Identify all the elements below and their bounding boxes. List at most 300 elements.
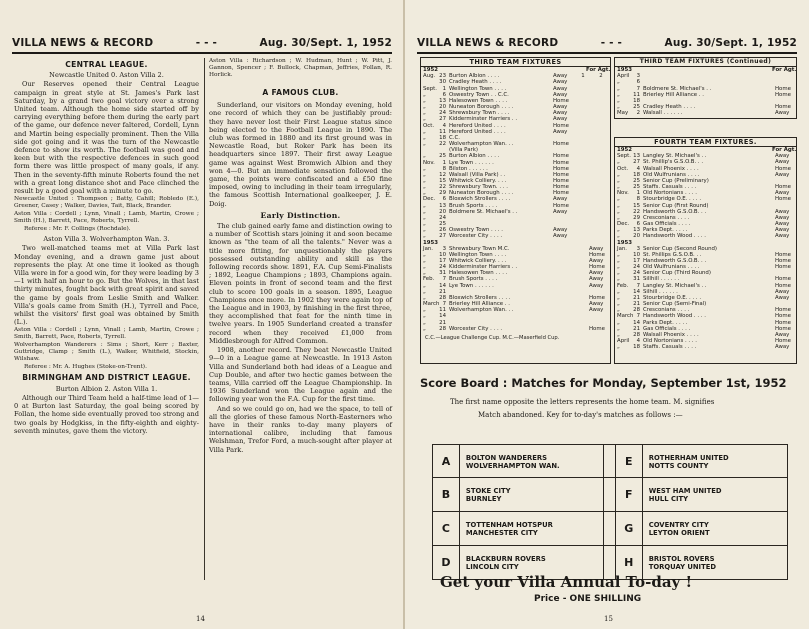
fixture-venue: Away bbox=[775, 171, 790, 178]
scoreboard-grid bbox=[432, 444, 788, 580]
fixture-month: Dec. bbox=[617, 221, 630, 228]
fixture-day: 29 bbox=[439, 190, 446, 197]
fixture-month: April bbox=[617, 338, 630, 344]
fixture-opponent: Brush Sports . . . . bbox=[449, 202, 498, 209]
fixture-day: 17 bbox=[439, 258, 446, 264]
fixture-opponent: Nuneaton Borough . . . . bbox=[449, 104, 514, 111]
fixture-opponent: Shrewsbury Town M.C. bbox=[449, 245, 510, 252]
fixture-day: 20 bbox=[633, 233, 640, 240]
fixture-month: „ bbox=[423, 177, 426, 184]
fixture-day: 27 bbox=[633, 159, 640, 166]
villa-lineup: Aston Villa : Cordell ; Lynn, Vinall ; Lamb, Martin, Crowe ; Smith, Barrett, Pace, Roberts, Tyrrell. bbox=[14, 327, 199, 341]
fixture-opponent: Old Wulfrunians . . . . bbox=[643, 171, 700, 178]
left-page bbox=[0, 0, 404, 629]
fixture-opponent: Halesowen Town . . . . bbox=[449, 97, 508, 104]
fixture-venue: Away bbox=[589, 245, 604, 252]
fixture-day: 26 bbox=[439, 227, 446, 234]
home-team: COVENTRY CITY bbox=[648, 521, 709, 529]
fixture-day: 8 bbox=[636, 196, 640, 203]
fixture-venue: Home bbox=[553, 141, 569, 148]
fixture-day: 10 bbox=[633, 251, 640, 258]
fixture-opponent: Handsworth Wood . . . . bbox=[643, 313, 706, 320]
third-team-fixtures-continued bbox=[614, 57, 797, 119]
fixture-venue: Away bbox=[553, 79, 568, 86]
fixture-opponent: C.C. bbox=[449, 134, 460, 141]
fixture-opponent: Stourbridge O.E. . . . . bbox=[643, 196, 702, 203]
fixture-opponent: Oswestry Town . . . . bbox=[449, 227, 504, 234]
fixture-venue: Away bbox=[775, 344, 790, 351]
fixture-opponent: Bilston . . . . . . bbox=[449, 165, 488, 172]
fixture-month: „ bbox=[423, 171, 426, 178]
fixture-month: Sept. bbox=[617, 153, 631, 160]
fixture-venue: Home bbox=[775, 165, 791, 172]
fixture-month: „ bbox=[423, 208, 426, 215]
fixture-day: 24 bbox=[633, 264, 640, 271]
fixture-opponent: Gas Officials . . . . bbox=[643, 221, 691, 228]
fixtures-title: THIRD TEAM FIXTURES (Continued) bbox=[615, 58, 796, 67]
fixture-day: 1 bbox=[442, 85, 446, 92]
fixture-day: 29 bbox=[633, 214, 640, 221]
home-team: ROTHERHAM UNITED bbox=[648, 454, 729, 462]
burton-report: Although our Third Team held a half-time lead of 1—0 at Burton last Saturday, the goal being scored by Follan, the home side eventually proved too strong and two goals by Hodgkiss, in the fifty-eighth and eighty-seventh minutes, gave them the victory. bbox=[14, 393, 199, 435]
burton-result: Burton Albion 2. Aston Villa 1. bbox=[55, 384, 158, 393]
fixture-month: „ bbox=[423, 288, 426, 295]
year-label: 1953 bbox=[617, 239, 633, 246]
fixture-month: „ bbox=[617, 233, 620, 240]
fixtures-continued-rows bbox=[615, 73, 796, 116]
scoreboard-match bbox=[460, 512, 604, 545]
fixture-venue: Away bbox=[553, 73, 568, 80]
fixture-day: 7 bbox=[636, 282, 640, 289]
fixture-day: 7 bbox=[636, 313, 640, 320]
fixtures-1953 bbox=[615, 246, 796, 351]
fixture-venue: Away bbox=[553, 85, 568, 92]
newcastle-lineup: Newcastle United : Thompson ; Batty, Cahill; Robledo (E.), Greener, Casey ; Walker, Davies, Tait, Black, Brander. bbox=[14, 196, 199, 210]
fixture-venue: Home bbox=[553, 159, 569, 166]
fixture-opponent: Staffs. Casuals . . . . bbox=[643, 344, 697, 351]
fixture-day: 11 bbox=[633, 91, 640, 98]
fixture-month: „ bbox=[423, 184, 426, 191]
fixture-venue: Home bbox=[589, 325, 605, 332]
scoreboard-match bbox=[643, 445, 787, 477]
fixture-opponent: Shrewsbury Town. . . . bbox=[449, 184, 508, 191]
fixture-opponent: Walsall (Villa Park) . . bbox=[449, 171, 506, 178]
fixture-venue: Away bbox=[775, 233, 790, 240]
fixture-venue: Away bbox=[553, 91, 568, 98]
scoreboard-title: Score Board : Matches for Monday, September 1st, 1952 bbox=[420, 376, 787, 390]
away-team: LEYTON ORIENT bbox=[648, 529, 710, 537]
fixture-venue: Home bbox=[775, 104, 791, 111]
fixture-opponent: Boldmere St. Michael's . . bbox=[449, 208, 518, 215]
early-distinction-text: 1908, another record. They beat Newcastle United 9—0 in a League game at Newcastle. In 1913 Aston Villa and Sunderland both had ideas of a League and Cup Double, and after two hectic games between the teams, Villa carried off the League Championship. In 1936 Sunderland won the League again and the following year won the F.A. Cup for the first time. bbox=[209, 346, 392, 404]
fixture-day: 11 bbox=[439, 307, 446, 314]
fixture-opponent: St. Phillip's G.S.O.B. . . bbox=[643, 159, 704, 166]
fixture-day: 14 bbox=[633, 288, 640, 295]
fixture-month: „ bbox=[423, 190, 426, 197]
fixture-venue: Away bbox=[775, 153, 790, 160]
fixture-venue: Home bbox=[553, 177, 569, 184]
fixture-row bbox=[421, 233, 610, 239]
score-box bbox=[604, 478, 616, 511]
fixture-venue: Home bbox=[775, 282, 791, 289]
fixture-month: „ bbox=[617, 214, 620, 221]
annual-advert: Get your Villa Annual To-day ! bbox=[440, 573, 693, 591]
fixture-day: 31 bbox=[439, 270, 446, 277]
fixture-venue: Away bbox=[553, 196, 568, 203]
fixture-month: Dec. bbox=[423, 196, 436, 203]
page-number: 15 bbox=[604, 615, 613, 623]
fixture-month: March bbox=[617, 313, 634, 320]
scoreboard-row bbox=[432, 444, 788, 478]
fixture-venue: Away bbox=[775, 208, 790, 215]
fixture-venue: Home bbox=[775, 85, 791, 92]
fixture-day: 25 bbox=[633, 177, 640, 184]
fixture-month: „ bbox=[617, 319, 620, 326]
referee: Referee : Mr. A. Hughes (Stoke-on-Trent). bbox=[24, 364, 147, 371]
fixture-venue: Home bbox=[553, 153, 569, 160]
fixture-month: „ bbox=[617, 184, 620, 191]
fixture-day: 28 bbox=[633, 331, 640, 338]
fixture-month: „ bbox=[423, 110, 426, 117]
fixture-day: 14 bbox=[439, 313, 446, 320]
fixture-score-for: 1 bbox=[581, 73, 585, 80]
fixture-opponent: Handsworth G.S.O.B. . . bbox=[643, 208, 707, 215]
fixture-opponent: Kidderminster Harriers . . bbox=[449, 264, 518, 271]
fixture-venue: Away bbox=[589, 276, 604, 283]
fixture-venue: Home bbox=[775, 325, 791, 332]
fixture-venue: Home bbox=[553, 97, 569, 104]
fixture-day: 20 bbox=[439, 208, 446, 215]
fixture-month: „ bbox=[423, 202, 426, 209]
villa-lineup: Aston Villa : Richardson ; W. Hudman, Hunt ; W. Pitt, J. Gannon, Spencer ; F. Bullock, Chapman, Jeffries, Follan, R. Horlick. bbox=[209, 58, 392, 78]
third-team-fixtures bbox=[420, 57, 611, 364]
fixture-opponent: Walsall Phoenix . . . . bbox=[643, 165, 699, 172]
fixture-opponent: Senior Cup (Third Round) bbox=[643, 270, 711, 277]
fixture-day: 27 bbox=[439, 116, 446, 123]
fixture-month: Feb. bbox=[617, 282, 629, 289]
fixture-month: „ bbox=[423, 91, 426, 98]
fixture-day: 24 bbox=[439, 264, 446, 271]
fixture-venue: Away bbox=[589, 258, 604, 264]
fixture-month: „ bbox=[423, 294, 426, 301]
fixture-day: 1 bbox=[442, 159, 446, 166]
fixture-opponent: (Villa Park) bbox=[449, 147, 478, 154]
scoreboard-letter: E bbox=[616, 445, 643, 477]
fixture-opponent: Silhill . . . . . . bbox=[643, 288, 678, 295]
fixture-opponent: Shrewsbury Town . . . . bbox=[449, 110, 510, 117]
fixture-month: „ bbox=[423, 319, 426, 326]
fixture-day: 6 bbox=[442, 196, 446, 203]
fixture-row bbox=[615, 233, 796, 239]
fixture-month: „ bbox=[617, 177, 620, 184]
fixture-row bbox=[615, 110, 796, 116]
fixtures-title: THIRD TEAM FIXTURES bbox=[421, 58, 610, 67]
early-distinction-heading: Early Distinction. bbox=[260, 210, 341, 220]
fixture-month: „ bbox=[423, 282, 426, 289]
fixture-month: „ bbox=[617, 202, 620, 209]
fixture-month: „ bbox=[423, 165, 426, 172]
fixture-venue: Away bbox=[553, 128, 568, 135]
fixture-opponent: Senior Cup (First Round) bbox=[643, 202, 709, 209]
for-against-label: For Agt. bbox=[772, 147, 797, 154]
home-team: BLACKBURN ROVERS bbox=[465, 555, 546, 563]
away-team: TORQUAY UNITED bbox=[648, 563, 717, 571]
fixture-opponent: Hereford United . . . . bbox=[449, 128, 506, 135]
fixture-day: 31 bbox=[633, 276, 640, 283]
fixture-venue: Home bbox=[775, 184, 791, 191]
fixture-day: 24 bbox=[633, 270, 640, 277]
fixture-day: 22 bbox=[633, 208, 640, 215]
fixture-opponent: Boldmere St. Michael's . . bbox=[643, 85, 712, 92]
fixture-venue: Away bbox=[775, 159, 790, 166]
fixture-day: 25 bbox=[633, 104, 640, 111]
fixture-score-for bbox=[574, 233, 592, 239]
home-team: BOLTON WANDERERS bbox=[465, 454, 547, 462]
fixture-day: 11 bbox=[439, 128, 446, 135]
fixture-venue: Home bbox=[553, 190, 569, 197]
fixture-score-against bbox=[592, 233, 610, 239]
page-number: 14 bbox=[196, 615, 205, 623]
fixture-venue: Away bbox=[553, 233, 568, 240]
fixture-month: „ bbox=[617, 257, 620, 264]
fixture-opponent: Langley St. Michael's . . bbox=[643, 153, 707, 160]
fixture-month: „ bbox=[423, 227, 426, 234]
fixture-venue: Home bbox=[775, 313, 791, 320]
fixture-venue: Home bbox=[775, 276, 791, 283]
fixture-venue: Away bbox=[775, 288, 790, 295]
fixture-month: „ bbox=[617, 159, 620, 166]
fixture-venue: Home bbox=[553, 202, 569, 209]
fixture-row bbox=[421, 326, 610, 332]
fixture-opponent: Wolverhampton Wan. . . bbox=[449, 141, 514, 148]
fixture-venue: Away bbox=[553, 116, 568, 123]
fixture-month: „ bbox=[423, 307, 426, 314]
fixture-month: „ bbox=[423, 325, 426, 332]
fixture-month: „ bbox=[617, 288, 620, 295]
fixture-venue: Home bbox=[775, 307, 791, 314]
away-team: BURNLEY bbox=[465, 495, 502, 503]
fixture-month: „ bbox=[423, 258, 426, 264]
fixture-month: Oct. bbox=[423, 122, 435, 129]
year-label: 1953 bbox=[617, 67, 633, 74]
fixture-opponent: Worcester City . . . . bbox=[449, 325, 503, 332]
fixture-day: 24 bbox=[439, 214, 446, 221]
fixture-day: 7 bbox=[636, 85, 640, 92]
fixture-venue: Home bbox=[775, 196, 791, 203]
home-team: WEST HAM UNITED bbox=[648, 487, 722, 495]
fixture-opponent: Wellington Town . . . . bbox=[449, 251, 507, 258]
fixture-opponent: Walsall . . . . . . bbox=[643, 110, 683, 117]
fixture-month: „ bbox=[617, 104, 620, 111]
fixture-opponent: Brierley Hill Alliance . . bbox=[449, 301, 510, 308]
fixture-opponent: Senior Cup (Semi-Final) bbox=[643, 301, 707, 308]
fixture-day: 3 bbox=[636, 73, 640, 80]
fixture-venue: Home bbox=[589, 294, 605, 301]
fixture-month: „ bbox=[423, 214, 426, 221]
fixture-day: 7 bbox=[442, 276, 446, 283]
scoreboard-letter: F bbox=[616, 478, 643, 511]
fixture-day: 30 bbox=[439, 79, 446, 86]
scoreboard-match bbox=[460, 478, 604, 511]
fixture-opponent: Wolverhampton Wan. . . bbox=[449, 307, 514, 314]
home-team: TOTTENHAM HOTSPUR bbox=[465, 521, 553, 529]
fixture-day: 28 bbox=[439, 325, 446, 332]
fixture-venue: Away bbox=[553, 110, 568, 117]
fixture-opponent: Handsworth G.S.O.B. . . bbox=[643, 257, 707, 264]
fixtures-1952 bbox=[615, 153, 796, 239]
fixture-opponent: Senior Cup (Preliminary) bbox=[643, 177, 709, 184]
fixture-opponent: Cresconians . . . . bbox=[643, 214, 690, 221]
away-team: MANCHESTER CITY bbox=[465, 529, 538, 537]
fixture-day: 15 bbox=[633, 202, 640, 209]
fixture-month: „ bbox=[617, 227, 620, 234]
fixture-opponent: Cradley Heath . . . . bbox=[643, 104, 696, 111]
page-header bbox=[12, 36, 392, 50]
fixture-month: „ bbox=[617, 294, 620, 301]
fixture-venue: Home bbox=[775, 319, 791, 326]
fixture-venue: Home bbox=[553, 184, 569, 191]
wolves-result: Aston Villa 3. Wolverhampton Wan. 3. bbox=[43, 235, 170, 244]
fixture-day: 8 bbox=[442, 165, 446, 172]
fixture-opponent: Old Nortonians . . . . bbox=[643, 190, 697, 197]
scoreboard-row bbox=[432, 478, 788, 512]
fixture-month: „ bbox=[617, 301, 620, 308]
fixture-month: „ bbox=[617, 276, 620, 283]
home-team: BRISTOL ROVERS bbox=[648, 555, 715, 563]
fixture-opponent: Lye Town . . . . . . bbox=[449, 159, 494, 166]
away-team: NOTTS COUNTY bbox=[648, 462, 709, 470]
fixture-day: 27 bbox=[439, 233, 446, 240]
fixture-venue: Home bbox=[775, 338, 791, 344]
fixture-venue: Home bbox=[775, 251, 791, 258]
fixture-month: Jan. bbox=[617, 245, 628, 252]
fixture-opponent: Walsall Phoenix . . . . bbox=[643, 331, 699, 338]
fixture-venue: Away bbox=[775, 227, 790, 234]
fixture-opponent: Senior Cup (Second Round) bbox=[643, 245, 718, 252]
fixture-opponent: Cresconians . . . . bbox=[643, 307, 690, 314]
fixture-day: 10 bbox=[439, 251, 446, 258]
fixture-day: 4 bbox=[636, 165, 640, 172]
fourth-team-fixtures bbox=[614, 137, 797, 364]
fixture-venue: Home bbox=[775, 257, 791, 264]
fixture-day: 14 bbox=[439, 282, 446, 289]
fixture-venue: Away bbox=[589, 307, 604, 314]
fixture-venue: Away bbox=[553, 208, 568, 215]
fixture-month: „ bbox=[423, 134, 426, 141]
fixture-venue: Away bbox=[553, 104, 568, 111]
fixture-day: 13 bbox=[439, 97, 446, 104]
fixture-month: „ bbox=[423, 153, 426, 160]
score-box bbox=[604, 512, 616, 545]
fixture-month: „ bbox=[423, 313, 426, 320]
fixture-month: „ bbox=[423, 128, 426, 135]
fixture-opponent: Old Nortonians . . . . bbox=[643, 338, 697, 344]
fixtures-footnote: C.C.—League Challenge Cup. M.C.—Maserfield Cup. bbox=[425, 334, 560, 341]
fixture-month: „ bbox=[617, 97, 620, 104]
fixture-opponent: Brierley Hill Alliance . . bbox=[643, 91, 704, 98]
annual-price: Price - ONE SHILLING bbox=[534, 594, 642, 604]
fixture-month: Aug. bbox=[423, 73, 436, 80]
fixture-month: „ bbox=[617, 270, 620, 277]
fixture-opponent: Sillhill . . . . . . bbox=[643, 276, 680, 283]
fixture-month: „ bbox=[617, 171, 620, 178]
fixture-opponent: Whitwick Colliery. . . . bbox=[449, 177, 507, 184]
fixture-day: 18 bbox=[439, 134, 446, 141]
fixture-opponent: Cradley Heath . . . . bbox=[449, 79, 502, 86]
fixture-row bbox=[615, 344, 796, 350]
fixture-opponent: Wellington Town . . . . bbox=[449, 85, 507, 92]
fixture-day: 13 bbox=[439, 202, 446, 209]
fixture-month: March bbox=[423, 301, 440, 308]
fixture-venue: Away bbox=[775, 221, 790, 228]
fixture-day: 23 bbox=[439, 73, 446, 80]
fixture-venue: Home bbox=[589, 251, 605, 258]
fixture-opponent: St. Phillips G.S.O.B. . . bbox=[643, 251, 702, 258]
fixture-day: 15 bbox=[439, 177, 446, 184]
fixture-opponent: Burton Albion . . . . bbox=[449, 73, 500, 80]
fixture-month: „ bbox=[617, 85, 620, 92]
year-label: 1952 bbox=[423, 67, 439, 74]
for-against-label: For Agt. bbox=[586, 67, 611, 74]
fixture-venue: Home bbox=[775, 91, 791, 98]
fixture-opponent: Stourbridge O.E. . . . . bbox=[643, 294, 702, 301]
fixture-day: 21 bbox=[439, 319, 446, 326]
fixture-opponent: Burton Albion . . . . bbox=[449, 153, 500, 160]
fixture-opponent: Halesowen Town . . . . bbox=[449, 270, 508, 277]
fixture-day: 4 bbox=[442, 122, 446, 129]
year-label: 1952 bbox=[617, 147, 633, 154]
fixture-day: 3 bbox=[442, 245, 446, 252]
fixture-day: 12 bbox=[439, 171, 446, 178]
fixture-opponent: Kidderminster Harriers . . bbox=[449, 116, 518, 123]
central-report: Our Reserves opened their Central League campaign in great style at St. James's Park last Saturday, by a grand two goal victory over a strong United team. Although the home side started off by carrying everything before them during the early part of the game, our defence never faltered, Cordell, Lynn and Martin being especially prominent. Then the Villa side got going and it was the turn of the Newcastle defence to show its worth. The football was good and keen but with the respective defences in such good form there was little prospect of many goals, if any. Then in the seventy-fifth minute Roberts found the net with a great long distance shot and Pace clinched the result by a good goal with a minute to go. bbox=[14, 80, 199, 196]
fixture-venue: Away bbox=[553, 227, 568, 234]
fixture-venue: Home bbox=[775, 264, 791, 271]
fixture-opponent: Staffs. Casuals . . . . bbox=[643, 184, 697, 191]
birmingham-league-heading: BIRMINGHAM AND DISTRICT LEAGUE. bbox=[22, 373, 191, 383]
fixture-opponent: Parks Dept. . . . . bbox=[643, 319, 688, 326]
page-header bbox=[417, 36, 797, 50]
fixture-venue: Away bbox=[775, 190, 790, 197]
famous-club-heading: A FAMOUS CLUB. bbox=[262, 88, 339, 97]
fixture-opponent: Gas Officials . . . . bbox=[643, 325, 691, 332]
fixture-month: „ bbox=[423, 233, 426, 240]
fixture-opponent: Old Wulfrunians . . . . bbox=[643, 264, 700, 271]
fixture-month: „ bbox=[617, 307, 620, 314]
header-rule bbox=[417, 52, 797, 54]
fixture-day: 14 bbox=[633, 319, 640, 326]
score-box bbox=[604, 445, 616, 477]
away-team: LINCOLN CITY bbox=[465, 563, 519, 571]
scoreboard-letter: H bbox=[616, 546, 643, 579]
fixture-month: „ bbox=[617, 251, 620, 258]
fixture-month: Oct. bbox=[617, 165, 629, 172]
fixture-venue: Home bbox=[553, 165, 569, 172]
right-column bbox=[209, 58, 392, 455]
fixture-venue: Away bbox=[589, 301, 604, 308]
central-league-heading: CENTRAL LEAGUE. bbox=[65, 60, 148, 69]
fixture-day: 25 bbox=[439, 221, 446, 228]
fixture-day: 18 bbox=[633, 171, 640, 178]
early-distinction-text: And so we could go on, had we the space, to tell of all the glories of these famous North-Easterners who have in their ranks to-day many players of international calibre, including that famous Welshman, Trefor Ford, a much-sought after player at Villa Park. bbox=[209, 404, 392, 454]
fixture-day: 24 bbox=[439, 110, 446, 117]
early-distinction-text: The club gained early fame and distinction owing to a number of Scottish stars joining it and soon became known as "the team of all the talents." Never was a title more fitting, for unquestionably the players possessed outstanding ability and skill as the following records show. 1891, F.A. Cup Semi-Finalists ; 1892, League Champions ; 1893, Champions again. Eleven points in front of second team and the first club to score 100 goals in a season. 1895, League Champions once more. In 1902 they were again top of the League and in 1903, by finishing in the first three, they accomplished that feat for the ninth time in twelve years. In 1905 Sunderland created a transfer record when they received £1,000 from Middlesbrough for Alfred Common. bbox=[209, 222, 392, 345]
fixture-day: 22 bbox=[439, 141, 446, 148]
fixture-day: 18 bbox=[633, 97, 640, 104]
fixture-opponent: Bloxwich Strollers . . . . bbox=[449, 294, 511, 301]
scoreboard-match bbox=[460, 445, 604, 477]
fixture-day: 3 bbox=[636, 245, 640, 252]
